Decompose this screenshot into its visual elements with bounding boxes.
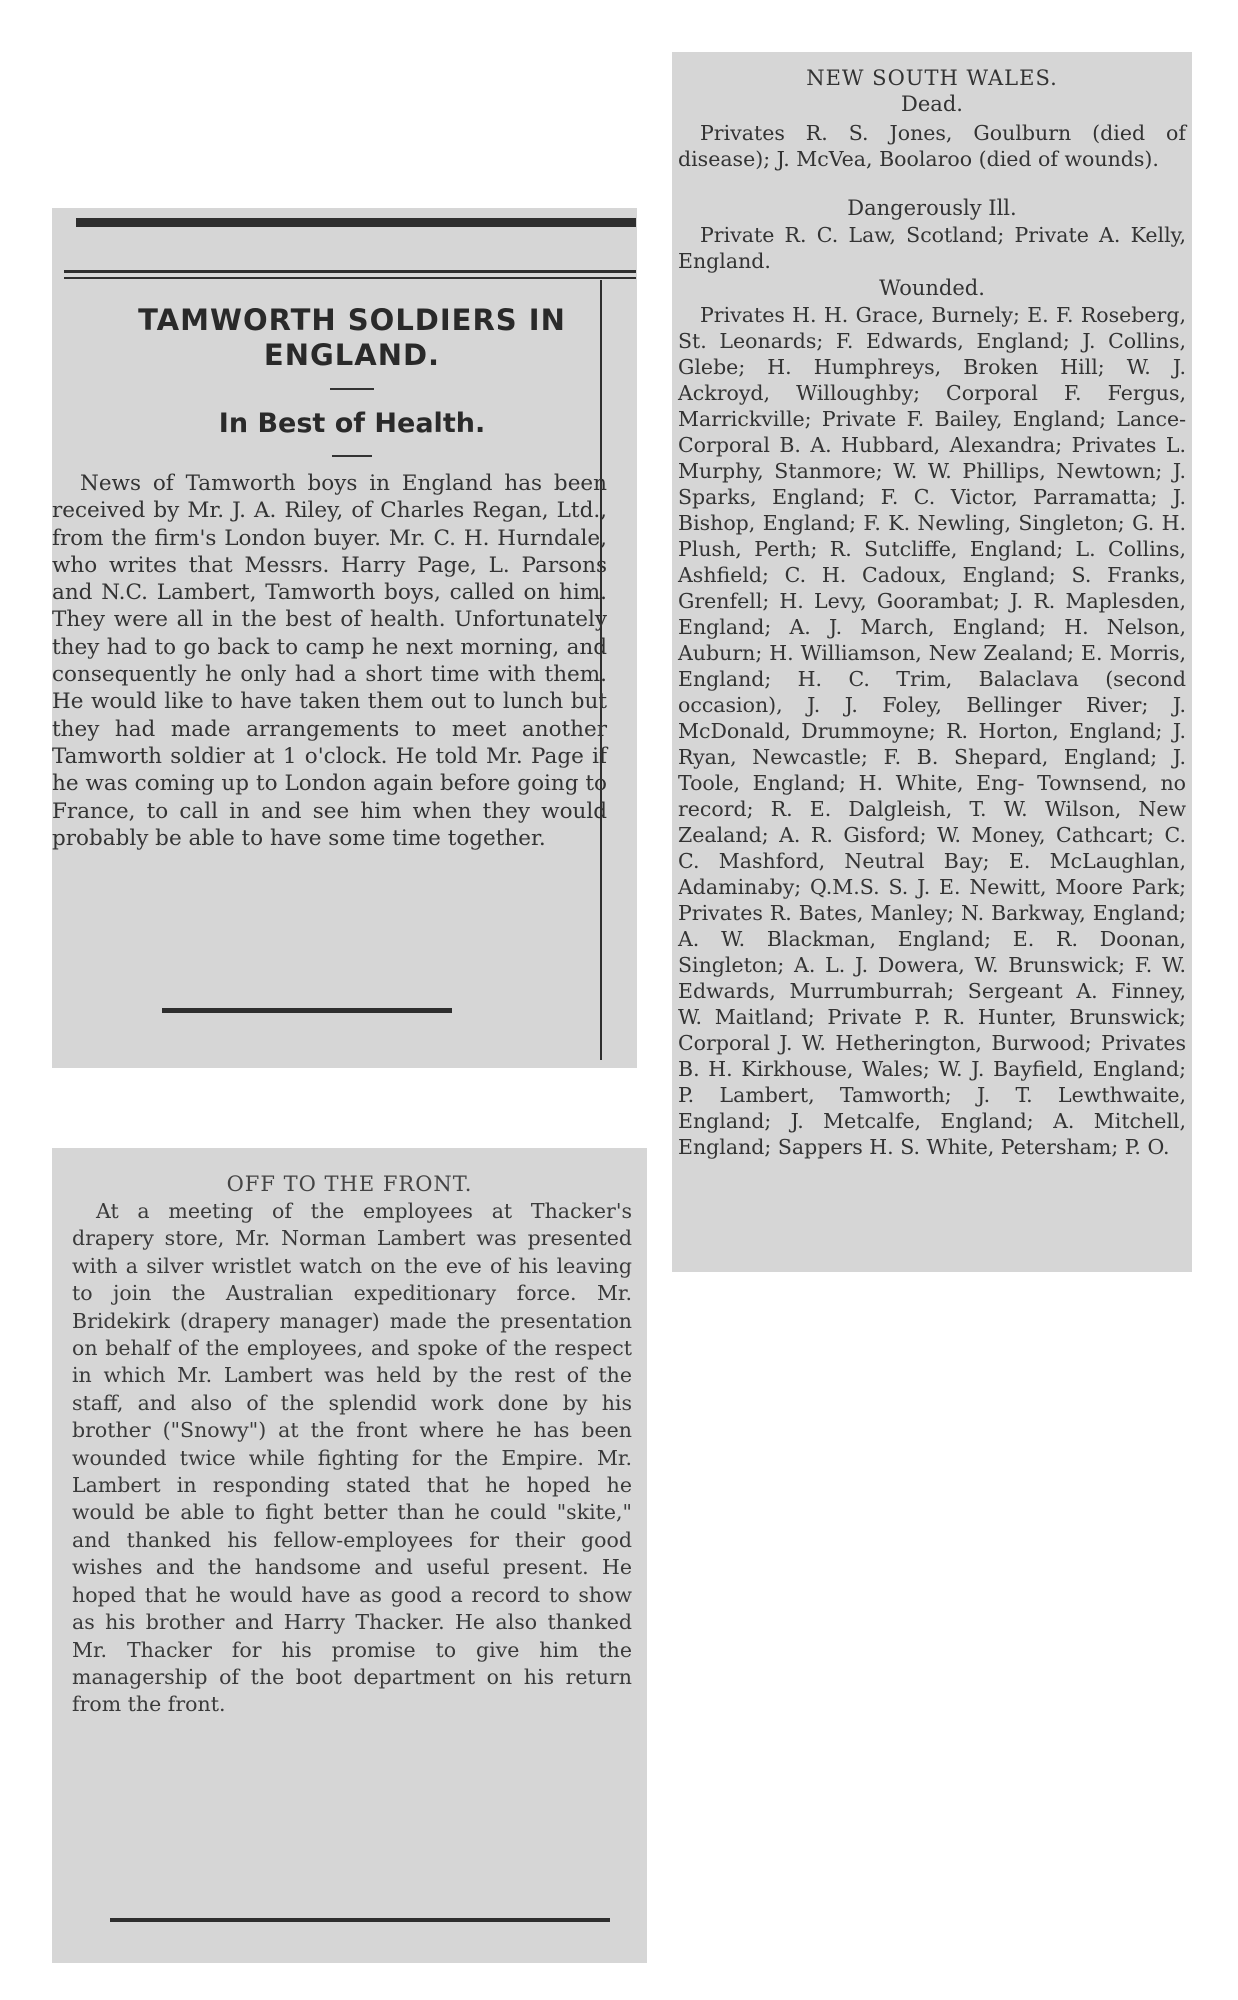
closing-rule bbox=[162, 1008, 452, 1013]
short-rule bbox=[332, 455, 372, 457]
section-head-dead: Dead. bbox=[901, 92, 963, 116]
clipping-off-to-the-front bbox=[52, 1148, 647, 1963]
article-headline: OFF TO THE FRONT. bbox=[226, 1172, 473, 1196]
dead-list: Privates R. S. Jones, Goulburn (died of disease); J. McVea, Boolaroo (died of wounds). bbox=[678, 121, 1186, 171]
list-title: NEW SOUTH WALES. bbox=[806, 66, 1058, 90]
clipping-tamworth-soldiers bbox=[52, 208, 637, 1068]
article-body: News of Tamworth boys in England has been received by Mr. J. A. Riley, of Charles Regan, Ltd., from the firm's London buyer. Mr. C. H. Hurndale, who writes that Messrs. Harry Page, L. Parsons and N.C. Lambert, Tamworth boys, called on him. They were all in the best of health. Unfortunately they had to go back to camp he next morning, and consequently he only had a short time with them. He would like to have taken them out to lunch but they had made arrangements to meet another Tamworth soldier at 1 o'clock. He told Mr. Page if he was coming up to London again before going to France, to call in and see him when they would probably be able to have some time together. bbox=[52, 471, 607, 851]
double-rule-top bbox=[64, 270, 636, 273]
wounded-list: Privates H. H. Grace, Burnely; E. F. Roseberg, St. Leonards; F. Edwards, England; J. Collins, Glebe; H. Humphreys, Broken Hill; W. J. Ackroyd, Willoughby; Corporal F. Fergus, Marrickville; Private F. Bailey, England; Lance-Corporal B. A. Hubbard, Alexandra; Privates L. Murphy, Stanmore; W. W. Phillips, Newtown; J. Sparks, England; F. C. Victor, Parramatta; J. Bishop, England; F. K. Newling, Singleton; G. H. Plush, Perth; R. Sutcliffe, England; L. Collins, Ashfield; C. H. Cadoux, England; S. Franks, Grenfell; H. Levy, Goorambat; J. R. Maplesden, England; A. J. March, England; H. Nelson, Auburn; H. Williamson, New Zealand; E. Morris, England; H. C. Trim, Balaclava (second occasion), J. J. Foley, Bellinger River; J. McDonald, Drummoyne; R. Horton, England; J. Ryan, Newcastle; F. B. Shepard, England; J. Toole, England; H. White, Eng- Townsend, no record; R. E. Dalgleish, T. W. Wilson, New Zealand; A. R. Gisford; W. Money, Cathcart; C. C. Mashford, Neutral Bay; E. McLaughlan, Adaminaby; Q.M.S. S. J. E. Newitt, Moore Park; Privates R. Bates, Manley; N. Barkway, England; A. W. Blackman, England; E. R. Doonan, Singleton; A. L. J. Dowera, W. Brunswick; F. W. Edwards, Murrumburrah; Sergeant A. Finney, W. Maitland; Private P. R. Hunter, Brunswick; Corporal J. W. Hetherington, Burwood; Privates B. H. Kirkhouse, Wales; W. J. Bayfield, England; P. Lambert, Tamworth; J. T. Lewthwaite, England; J. Metcalfe, England; A. Mitchell, England; Sappers H. S. White, Petersham; P. O. bbox=[678, 303, 1186, 1159]
ill-list: Private R. C. Law, Scotland; Private A. Kelly, England. bbox=[678, 223, 1186, 273]
article-headline: TAMWORTH SOLDIERS IN ENGLAND. bbox=[138, 303, 566, 372]
heavy-rule-top bbox=[76, 218, 636, 227]
article-subheadline: In Best of Health. bbox=[218, 408, 486, 439]
closing-rule bbox=[110, 1918, 610, 1922]
article-body: At a meeting of the employees at Thacker's drapery store, Mr. Norman Lambert was presented with a silver wristlet watch on the eve of his leaving to join the Australian expeditionary force. Mr. Bridekirk (drapery manager) made the presentation on behalf of the employees, and spoke of the respect in which Mr. Lambert was held by the rest of the staff, and also of the splendid work done by his brother ("Snowy") at the front where he has been wounded twice while fighting for the Empire. Mr. Lambert in responding stated that he hoped he would be able to fight better than he could "skite," and thanked his fellow-employees for their good wishes and the handsome and useful present. He hoped that he would have as good a record to show as his brother and Harry Thacker. He also thanked Mr. Thacker for his promise to give him the managership of the boot department on his return from the front. bbox=[72, 1199, 632, 1717]
double-rule-bottom bbox=[64, 277, 636, 279]
clipping-new-south-wales bbox=[672, 52, 1192, 1272]
section-head-ill: Dangerously Ill. bbox=[847, 196, 1017, 220]
short-rule bbox=[330, 388, 374, 390]
section-head-wounded: Wounded. bbox=[879, 276, 985, 300]
